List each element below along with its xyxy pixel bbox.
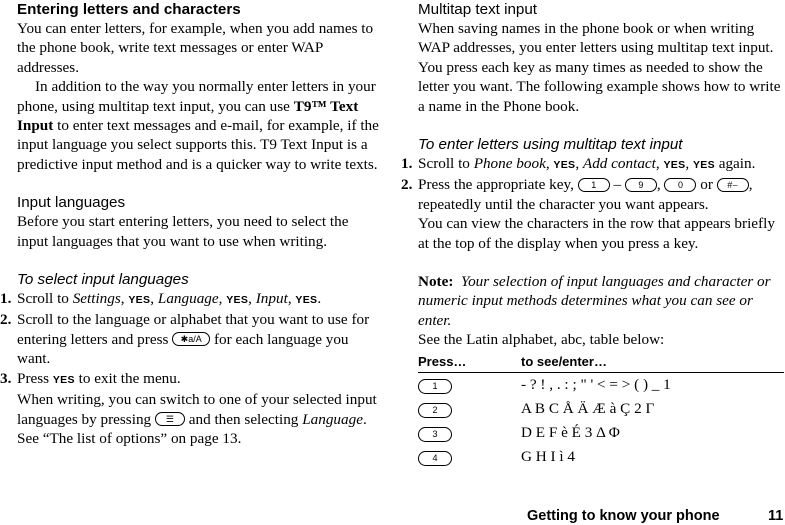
input-languages-text: Before you start entering letters, you need to select the input languages that you want to use when writing. — [17, 213, 349, 250]
select-languages-heading: To select input languages — [17, 271, 189, 289]
input-languages-heading: Input languages — [17, 194, 126, 212]
multitap-intro: When saving names in the phone book or when writing WAP addresses, you enter letters using multitap text input. You press each key as many times as needed to show the letter you want. The following example shows how to write a name in the Phone book. — [418, 20, 781, 115]
table-header — [418, 352, 784, 373]
step-1: 1. Scroll to Settings, YES, Language, YES, Input, YES. — [0, 290, 322, 308]
t9-paragraph: In addition to the way you normally enter letters in your phone, using multitap text input, you can use T9™ Text Input to enter text messages and e-mail, for example, if the input language you select supports this. T9 Text Input is a predictive input method and is a quicker way to write texts. — [17, 78, 379, 173]
left-column — [0, 0, 383, 448]
procedure-heading: To enter letters using multitap text input — [418, 136, 683, 154]
key-1-icon: 1 — [578, 178, 610, 192]
table-row: 3 D E F è É 3 Δ Φ — [418, 421, 784, 445]
yes-key-label: YES — [128, 294, 151, 307]
page-number: 11 — [768, 508, 784, 524]
key-1-icon: 1 — [418, 379, 452, 394]
select-languages-steps — [0, 289, 383, 448]
table-row: 1 - ? ! , . : ; " ' < = > ( ) _ 1 — [418, 373, 784, 397]
multitap-heading: Multitap text input — [418, 1, 538, 18]
table-row: 4 G H I ì 4 — [418, 445, 784, 469]
col-press: Press… — [418, 353, 467, 369]
key-2-icon: 2 — [418, 403, 452, 418]
menu-key-icon: ☰ — [155, 412, 185, 426]
step-2: 2. Scroll to the language or alphabet that you want to use for entering letters and press ✱a/A for each language you want. — [0, 311, 370, 368]
section-heading: Entering letters and characters — [17, 1, 241, 18]
see-table-text: See the Latin alphabet, abc, table below: — [418, 331, 665, 349]
hash-key-icon: #⌣ — [717, 178, 749, 192]
note: Note: Your selection of input languages and character or numeric input methods determines what you can see or enter. — [418, 273, 771, 329]
col-see: to see/enter… — [521, 353, 607, 369]
star-key-icon: ✱a/A — [172, 332, 210, 346]
key-4-icon: 4 — [418, 451, 452, 466]
key-3-icon: 3 — [418, 427, 452, 442]
intro-paragraph: You can enter letters, for example, when you add names to the phone book, write text messages or enter WAP addresses. — [17, 20, 374, 76]
step-2: 2. Press the appropriate key, 1 – 9 , 0 or #⌣ , repeatedly until the character you want appears. You can view the characters in the row that appears briefly at the top of the display when you press a key. — [401, 176, 775, 252]
key-0-icon: 0 — [664, 178, 696, 192]
footer-section-title: Getting to know your phone — [527, 508, 720, 524]
key-9-icon: 9 — [625, 178, 657, 192]
table-row: 2 A B C Å Ä Æ à Ç 2 Γ — [418, 397, 784, 421]
latin-alphabet-table — [418, 352, 784, 469]
multitap-steps — [401, 154, 784, 253]
step-1: 1. Scroll to Phone book, YES, Add contact, YES, YES again. — [401, 155, 756, 173]
right-column — [401, 0, 784, 469]
step-3: 3. Press YES to exit the menu. When writing, you can switch to one of your selected input languages by pressing ☰ and then selecting Language. See “The list of options” on page 13. — [0, 369, 377, 447]
